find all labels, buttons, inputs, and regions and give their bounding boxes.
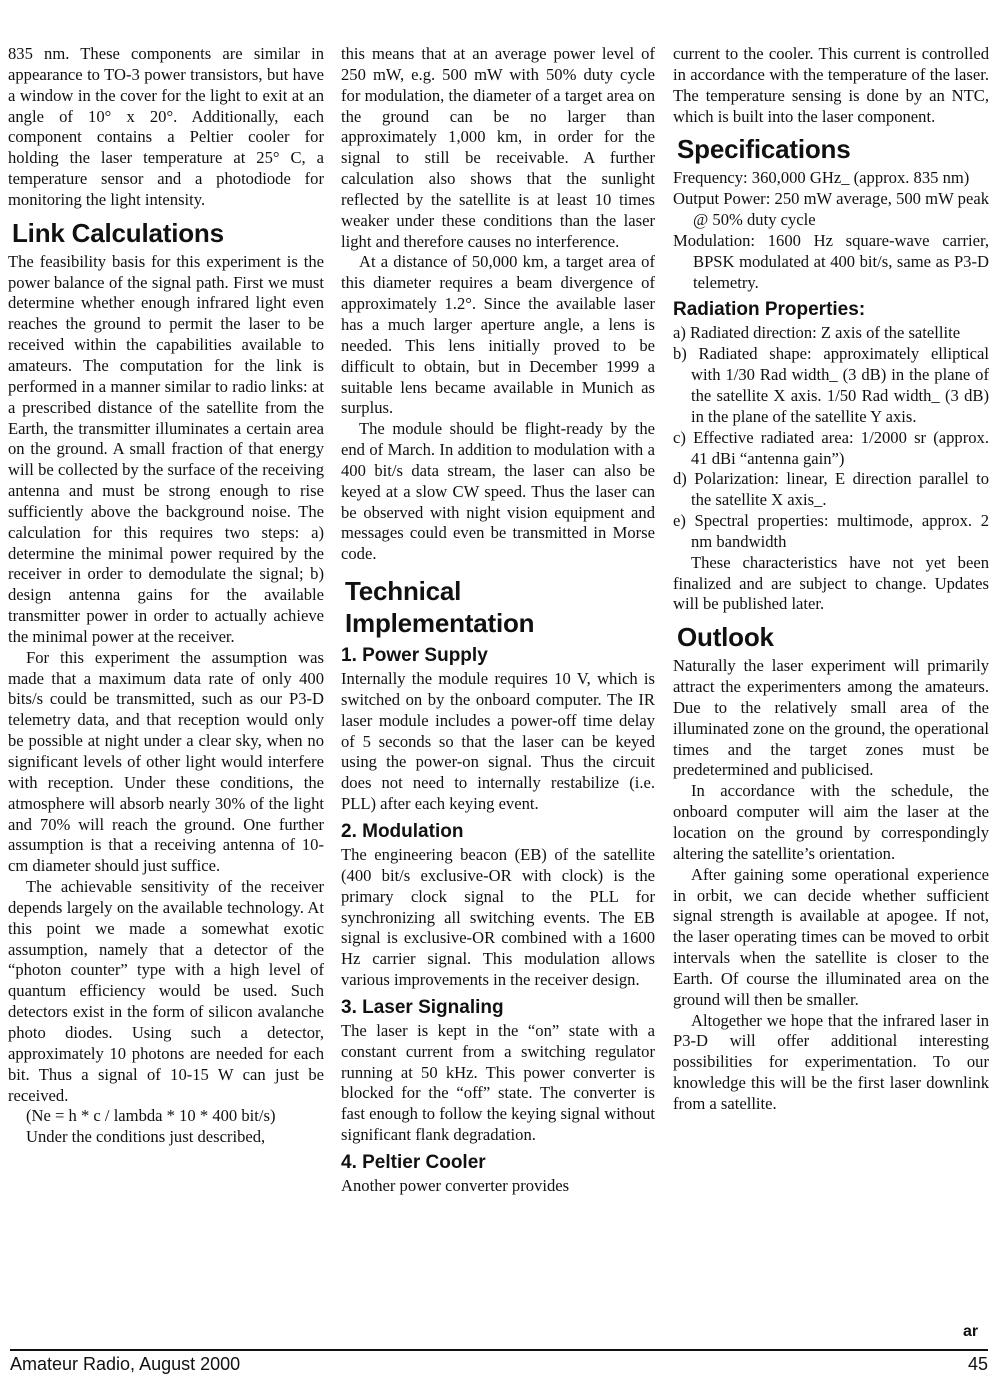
heading-radiation-properties: Radiation Properties: bbox=[673, 299, 866, 321]
spec-frequency: Frequency: 360,000 GHz_ (approx. 835 nm) bbox=[673, 168, 970, 188]
paragraph: Under the conditions just described, bbox=[26, 1127, 266, 1147]
paragraph: The module should be flight-ready by the end of March. In addition to modulation with a 400 bit/s data stream, the laser can also be keyed at a slow CW speed. Thus the laser can be observed with night vision equipment and messages could even be transmitted in Morse code. bbox=[341, 419, 655, 564]
paragraph: The engineering beacon (EB) of the satellite (400 bit/s exclusive-OR with clock) is the primary clock signal to the PLL for synchronizing all switching events. The EB signal is exclusive-OR combined with a 1600 Hz carrier signal. This modulation allows various improvements in the receiver design. bbox=[341, 845, 655, 990]
formula: (Ne = h * c / lambda * 10 * 400 bit/s) bbox=[26, 1106, 276, 1126]
paragraph: The feasibility basis for this experiment is the power balance of the signal path. First we must determine whether enough infrared light even reaches the ground to permit the laser to be received within the capabilities available to amateurs. The computation for the link is performed in a manner similar to radio links: at a prescribed distance of the satellite from the Earth, the transmitter illuminates a certain area on the ground. A small fraction of that energy will be collected by the surface of the receiving antenna and must be strong enough to rise sufficiently above the background noise. The calculation for this requires two steps: a) determine the minimal power required by the receiver in order to demodulate the signal; b) design antenna gains for the available transmitter power in order to actually achieve the minimal power at the receiver. bbox=[8, 251, 324, 646]
paragraph: After gaining some operational experience in orbit, we can decide whether sufficient signal strength is available at apogee. If not, the laser operating times can be moved to orbit intervals when the satellite is closer to the Earth. Of course the illuminated area on the ground will then be smaller. bbox=[673, 864, 989, 1009]
heading-technical: Technical bbox=[345, 576, 462, 607]
paragraph: Internally the module requires 10 V, which is switched on by the onboard computer. The IR laser module includes a power-off time delay of 5 seconds so that the laser can be keyed using the power-on signal. Thus the circuit does not need to internally restabilize (i.e. PLL) after each keying event. bbox=[341, 669, 655, 814]
paragraph: this means that at an average power level of 250 mW, e.g. 500 mW with 50% duty cycle for modulation, the diameter of a target area on the ground can be no larger than approximately 1,000 km, in order for the signal to still be receivable. A further calculation also shows that the sunlight reflected by the satellite is at least 10 times weaker under these conditions than the laser light and therefore causes no interference. bbox=[341, 44, 655, 251]
radiation-item: c) Effective radiated area: 1/2000 sr (approx. 41 dBi “antenna gain”) bbox=[673, 427, 989, 468]
paragraph: At a distance of 50,000 km, a target area of this diameter requires a beam divergence of approximately 1.2°. Since the available laser has a much larger aperture angle, a lens is needed. This lens initially proved to be difficult to obtain, but in December 1999 a suitable lens became available in Munich as surplus. bbox=[341, 252, 655, 418]
spec-modulation: Modulation: 1600 Hz square-wave carrier, BPSK modulated at 400 bit/s, same as P3-D telemetry. bbox=[673, 230, 989, 292]
footer-rule bbox=[10, 1349, 988, 1351]
subheading-power-supply: 1. Power Supply bbox=[341, 645, 488, 667]
column-2 bbox=[341, 44, 655, 1197]
paragraph: Naturally the laser experiment will primarily attract the experimenters among the amateurs. Due to the relatively small area of the illuminated zone on the ground, the operational times and the target zones must be predetermined and publicised. bbox=[673, 656, 989, 780]
heading-specifications: Specifications bbox=[677, 134, 851, 165]
column-3 bbox=[673, 44, 989, 1115]
heading-implementation: Implementation bbox=[345, 608, 535, 639]
paragraph: Altogether we hope that the infrared laser in P3-D will offer additional interesting possibilities for experimentation. To our knowledge this will be the first laser downlink from a satellite. bbox=[673, 1010, 989, 1113]
spec-output-power: Output Power: 250 mW average, 500 mW peak @ 50% duty cycle bbox=[673, 189, 989, 230]
heading-outlook: Outlook bbox=[677, 622, 774, 653]
radiation-item: b) Radiated shape: approximately elliptical with 1/30 Rad width_ (3 dB) in the plane of the satellite X axis. 1/50 Rad width_ (3 dB) in the plane of the satellite Y axis. bbox=[673, 344, 989, 426]
paragraph: For this experiment the assumption was made that a maximum data rate of only 400 bits/s could be transmitted, such as our P3-D telemetry data, and that reception would only be possible at night under a clear sky, when no significant levels of other light would interfere with reception. Under these conditions, the atmosphere will absorb nearly 30% of the light and 70% will reach the ground. One further assumption is that a receiving antenna of 10-cm diameter should just suffice. bbox=[8, 647, 324, 876]
article-end-mark: ar bbox=[963, 1323, 979, 1340]
radiation-item: a) Radiated direction: Z axis of the satellite bbox=[673, 323, 961, 343]
subheading-laser-signaling: 3. Laser Signaling bbox=[341, 996, 504, 1018]
paragraph: current to the cooler. This current is controlled in accordance with the temperature of the laser. The temperature sensing is done by an NTC, which is built into the laser component. bbox=[673, 44, 989, 126]
paragraph: The achievable sensitivity of the receiver depends largely on the available technology. At this point we made a somewhat exotic assumption, namely that a detector of the “photon counter” type with a high level of quantum efficiency would be used. Such detectors exist in the form of silicon avalanche photo diodes. Using such a detector, approximately 10 photons are needed for each bit. Thus a signal of 10-15 W can just be received. bbox=[8, 877, 324, 1105]
heading-link-calculations: Link Calculations bbox=[12, 217, 224, 248]
radiation-item: e) Spectral properties: multimode, approx. 2 nm bandwidth bbox=[673, 511, 989, 551]
subheading-modulation: 2. Modulation bbox=[341, 821, 464, 842]
paragraph: The laser is kept in the “on” state with a constant current from a switching regulator running at 50 kHz. This power converter is blocked for the “off” state. The converter is fast enough to follow the keying signal without significant flank degradation. bbox=[341, 1020, 655, 1145]
paragraph: These characteristics have not yet been finalized and are subject to change. Updates will be published later. bbox=[673, 552, 989, 614]
radiation-item: d) Polarization: linear, E direction parallel to the satellite X axis_. bbox=[673, 469, 989, 510]
paragraph: Another power converter provides bbox=[341, 1175, 570, 1195]
footer-page-number: 45 bbox=[967, 1354, 988, 1374]
footer-publication: Amateur Radio, August 2000 bbox=[10, 1354, 241, 1374]
column-1 bbox=[8, 44, 324, 1148]
subheading-peltier-cooler: 4. Peltier Cooler bbox=[341, 1151, 486, 1173]
paragraph-intro: 835 nm. These components are similar in appearance to TO-3 power transistors, but have a window in the cover for the light to exit at an angle of 10° x 20°. Additionally, each component contains a Peltier cooler for holding the laser temperature at 25° C, a temperature sensor and a photodiode for monitoring the light intensity. bbox=[8, 44, 324, 209]
paragraph: In accordance with the schedule, the onboard computer will aim the laser at the location on the ground by correspondingly altering the satellite’s orientation. bbox=[673, 781, 989, 863]
